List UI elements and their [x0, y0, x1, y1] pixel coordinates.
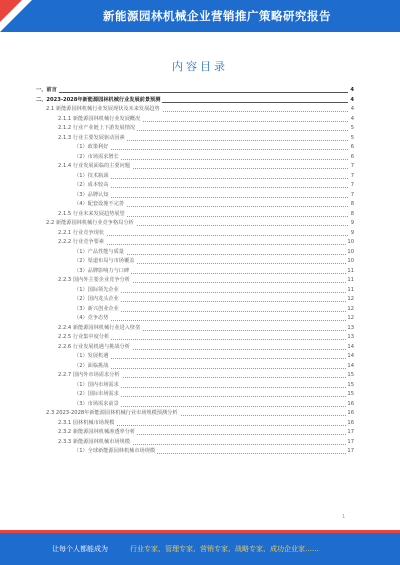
toc-entry-text: （2）面临挑战	[74, 362, 110, 372]
toc-entry-page: 8	[350, 210, 354, 220]
toc-entry[interactable]	[36, 314, 354, 324]
toc-entry-page: 15	[346, 381, 354, 391]
toc-entry[interactable]	[36, 134, 354, 144]
toc-leader-dots	[74, 358, 348, 359]
toc-entry-page: 7	[350, 162, 354, 172]
table-of-contents	[36, 86, 354, 457]
toc-entry[interactable]	[36, 409, 354, 419]
toc-entry-text: （2）渠道布局与市场覆盖	[74, 257, 136, 267]
toc-entry-page: 6	[350, 153, 354, 163]
toc-entry[interactable]	[36, 371, 354, 381]
toc-entry[interactable]	[36, 362, 354, 372]
toc-entry-text: （1）技术瓶颈	[74, 172, 110, 182]
toc-entry-page: 11	[346, 276, 354, 286]
toc-entry[interactable]	[36, 381, 354, 391]
toc-entry[interactable]	[36, 210, 354, 220]
toc-entry-page: 15	[346, 371, 354, 381]
toc-entry-page: 4	[350, 105, 354, 115]
toc-entry[interactable]	[36, 124, 354, 134]
toc-entry-page: 16	[346, 400, 354, 410]
toc-entry[interactable]	[36, 219, 354, 229]
toc-entry-text: 2.2.4 新能源园林机械行业进入壁垒	[58, 324, 142, 334]
toc-entry-text: 2.2.7 国内外市场需求分析	[58, 371, 122, 381]
toc-entry[interactable]	[36, 86, 354, 96]
footer-accent-bar	[0, 530, 400, 533]
toc-leader-dots	[36, 92, 348, 93]
toc-entry-text: 2.1.2 行业产业链上下游发展情况	[58, 124, 137, 134]
page-number: 1	[342, 514, 346, 520]
toc-entry-text: 2.3.1 园林机械市场规模	[58, 419, 116, 429]
toc-entry-text: 2.1.5 行业未来发展趋势展望	[58, 210, 127, 220]
toc-entry-text: （1）发展机遇	[74, 352, 110, 362]
toc-entry-text: 一、前言	[36, 86, 59, 96]
toc-entry[interactable]	[36, 267, 354, 277]
toc-entry-page: 9	[350, 229, 354, 239]
toc-entry-page: 4	[350, 115, 354, 125]
toc-entry-page: 11	[346, 267, 354, 277]
toc-leader-dots	[74, 178, 348, 179]
toc-leader-dots	[74, 320, 348, 321]
toc-entry[interactable]	[36, 295, 354, 305]
toc-entry-text: 2.1 新能源园林机械行业发展现状及未来发展趋势	[46, 105, 162, 115]
toc-entry-page: 16	[346, 409, 354, 419]
toc-entry-page: 17	[346, 447, 354, 457]
toc-entry[interactable]	[36, 162, 354, 172]
toc-entry[interactable]	[36, 172, 354, 182]
report-title: 新能源园林机械企业营销推广策略研究报告	[103, 9, 331, 23]
toc-heading: 内容目录	[172, 60, 228, 73]
toc-entry-text: 2.2.3 国内外主要企业竞争分析	[58, 276, 132, 286]
toc-entry[interactable]	[36, 115, 354, 125]
toc-entry[interactable]	[36, 248, 354, 258]
toc-entry-text: 2.2.6 行业发展机遇与挑战分析	[58, 343, 132, 353]
toc-entry-page: 12	[346, 305, 354, 315]
toc-entry-page: 11	[346, 286, 354, 296]
toc-entry-page: 5	[350, 124, 354, 134]
toc-entry-page: 14	[346, 343, 354, 353]
toc-entry-text: （4）竞争态势	[74, 314, 110, 324]
toc-entry-page: 10	[346, 238, 354, 248]
toc-entry-text: （2）成本较高	[74, 181, 110, 191]
toc-entry[interactable]	[36, 400, 354, 410]
footer-tagline: 行业专家、管理专家、营销专家、战略专家、成功企业家……	[130, 545, 319, 553]
toc-entry-text: 2.2.2 行业竞争要素	[58, 238, 106, 248]
page-footer	[0, 530, 400, 565]
toc-entry[interactable]	[36, 181, 354, 191]
toc-entry[interactable]	[36, 390, 354, 400]
toc-entry-page: 7	[350, 191, 354, 201]
toc-entry-page: 17	[346, 428, 354, 438]
toc-entry-text: （4）配套设施不完善	[74, 200, 126, 210]
toc-entry-page: 13	[346, 333, 354, 343]
toc-entry-text: 2.3.2 新能源园林机械渗透率分析	[58, 428, 137, 438]
toc-entry-page: 9	[350, 219, 354, 229]
toc-entry-text: 2.1.1 新能源园林机械行业发展概况	[58, 115, 142, 125]
toc-entry[interactable]	[36, 191, 354, 201]
toc-entry-page: 6	[350, 143, 354, 153]
toc-entry-text: （1）全球新能源园林机械市场规模	[74, 447, 157, 457]
toc-entry[interactable]	[36, 229, 354, 239]
toc-entry[interactable]	[36, 153, 354, 163]
toc-entry-text: （3）品牌认知	[74, 191, 110, 201]
toc-entry-page: 14	[346, 352, 354, 362]
toc-entry[interactable]	[36, 419, 354, 429]
toc-entry[interactable]	[36, 333, 354, 343]
toc-entry-page: 4	[349, 96, 354, 106]
toc-entry[interactable]	[36, 447, 354, 457]
toc-entry[interactable]	[36, 428, 354, 438]
toc-entry-page: 16	[346, 419, 354, 429]
toc-entry-text: 2.2.5 行业集中度分析	[58, 333, 111, 343]
toc-entry[interactable]	[36, 238, 354, 248]
toc-entry[interactable]	[36, 143, 354, 153]
toc-entry-text: 2.2 新能源园林机械行业竞争格局分析	[46, 219, 136, 229]
header-corner-accent	[0, 0, 22, 22]
toc-entry[interactable]	[36, 276, 354, 286]
toc-entry[interactable]	[36, 438, 354, 448]
toc-entry-page: 14	[346, 362, 354, 372]
toc-leader-dots	[74, 187, 348, 188]
toc-leader-dots	[74, 149, 348, 150]
report-header	[0, 0, 400, 32]
toc-entry[interactable]	[36, 257, 354, 267]
toc-entry[interactable]	[36, 352, 354, 362]
toc-entry-page: 5	[350, 134, 354, 144]
toc-entry[interactable]	[36, 96, 354, 106]
toc-entry-text: （3）品牌影响力与口碑	[74, 267, 131, 277]
toc-entry-text: （2）市场需求增长	[74, 153, 121, 163]
toc-entry-page: 12	[346, 314, 354, 324]
toc-entry-text: （3）市场需求前景	[74, 400, 121, 410]
toc-entry-text: 2.1.3 行业主要发展驱动因素	[58, 134, 127, 144]
toc-entry-text: 2.2.1 行业竞争现状	[58, 229, 106, 239]
toc-entry-text: （1）政策利好	[74, 143, 110, 153]
toc-entry-text: （1）国内市场需求	[74, 381, 121, 391]
toc-entry-text: 2.3 2023-2028年新能源园林机械行业市场规模预测分析	[46, 409, 180, 419]
toc-entry[interactable]	[36, 324, 354, 334]
toc-entry[interactable]	[36, 200, 354, 210]
toc-entry[interactable]	[36, 105, 354, 115]
toc-entry-page: 17	[346, 438, 354, 448]
toc-entry-page: 7	[350, 181, 354, 191]
toc-entry-text: 二、2023-2028年新能源园林机械行业发展前景预测	[36, 96, 162, 106]
toc-entry-text: （2）国际市场需求	[74, 390, 121, 400]
footer-slogan: 让每个人都能成为	[52, 545, 108, 553]
toc-leader-dots	[74, 197, 348, 198]
toc-entry-text: （1）国际领先企业	[74, 286, 121, 296]
toc-entry[interactable]	[36, 286, 354, 296]
toc-entry-page: 10	[346, 248, 354, 258]
toc-entry-text: 2.1.4 行业发展面临的主要问题	[58, 162, 132, 172]
toc-entry-page: 13	[346, 324, 354, 334]
toc-entry-page: 10	[346, 257, 354, 267]
toc-entry[interactable]	[36, 305, 354, 315]
toc-entry-text: （3）新兴创业企业	[74, 305, 121, 315]
toc-entry-page: 12	[346, 295, 354, 305]
toc-entry-page: 4	[349, 86, 354, 96]
toc-entry-page: 8	[350, 200, 354, 210]
toc-entry[interactable]	[36, 343, 354, 353]
toc-leader-dots	[74, 368, 348, 369]
toc-entry-page: 15	[346, 390, 354, 400]
toc-entry-page: 7	[350, 172, 354, 182]
toc-entry-text: （1）产品性能与质量	[74, 248, 126, 258]
toc-entry-text: 2.3.3 新能源园林机械市场规模	[58, 438, 132, 448]
toc-entry-text: （2）国内龙头企业	[74, 295, 121, 305]
